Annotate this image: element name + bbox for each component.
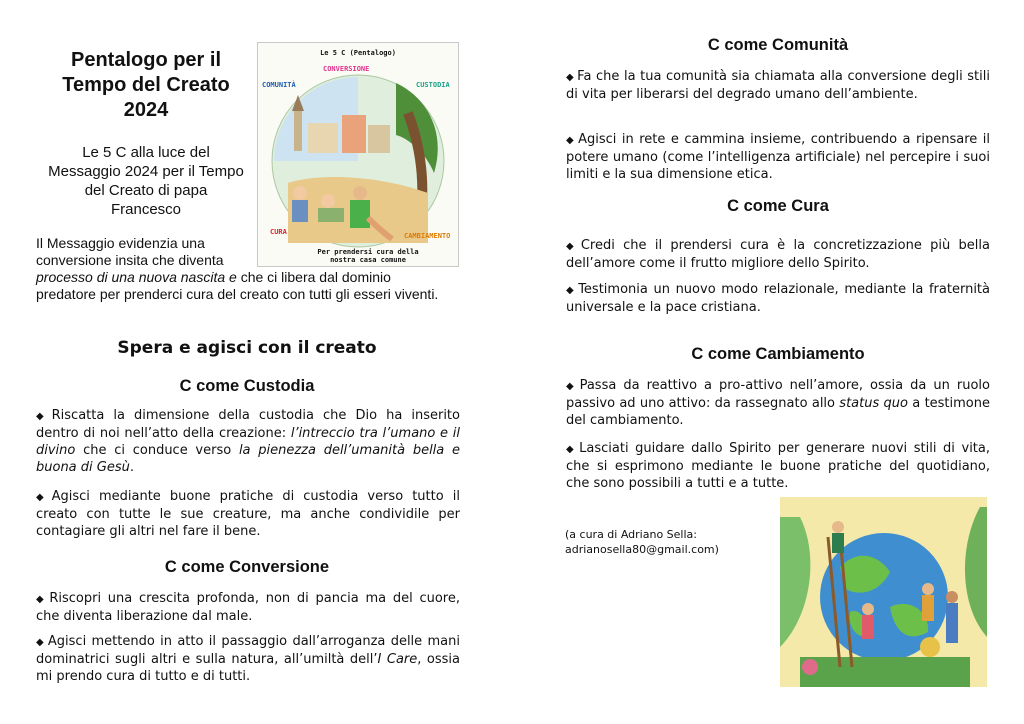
label-comunita: COMUNITÀ: [262, 81, 296, 89]
heading-cambiamento: C come Cambiamento: [691, 345, 865, 363]
bullet-icon: ◆: [566, 241, 578, 252]
label-cura: CURA: [270, 228, 287, 236]
heading-conversione: C come Conversione: [164, 558, 330, 576]
pentalogo-illustration: [257, 42, 459, 267]
cambiamento-paragraph-2: [566, 440, 990, 492]
text: Agisci mettendo in atto il passaggio dall’arroganza delle mani dominatrici sugli altri e sulla natura, all’umiltà dell’: [36, 634, 460, 667]
subtitle-line: del Creato di papa: [84, 182, 208, 199]
text: Lasciati guidare dallo Spirito per generare nuovi stili di vita, che si esprimono mediante le buone pratiche del quotidiano, che sono possibili a tutti e a tutte.: [566, 441, 990, 491]
bullet-icon: ◆: [36, 492, 49, 503]
earth-care-illustration: [780, 497, 987, 687]
text: .: [129, 460, 135, 475]
credit-email: adrianosella80@gmail.com): [565, 543, 719, 556]
subtitle-line: Messaggio 2024 per il Tempo: [48, 163, 244, 180]
footer-line: nostra casa comune: [330, 256, 406, 264]
custodia-paragraph-1: [36, 407, 460, 476]
intro-line: Il Messaggio evidenzia una: [36, 235, 205, 251]
heading-cura: C come Cura: [727, 197, 829, 215]
title-line: Pentalogo per il: [70, 49, 222, 71]
author-credit: [565, 527, 765, 557]
bullet-icon: ◆: [566, 135, 576, 146]
text: Riscopri una crescita profonda, non di pancia ma del cuore, che diventa liberazione dal male.: [36, 591, 460, 624]
text: Credi che il prendersi cura è la concretizzazione più bella dell’amore come il frutto migliore dello Spirito.: [566, 238, 990, 271]
heading-custodia: C come Custodia: [179, 377, 315, 395]
comunita-paragraph-1: [566, 68, 990, 103]
conversione-paragraph-1: [36, 590, 460, 625]
bullet-icon: ◆: [36, 594, 47, 605]
text: Testimonia un nuovo modo relazionale, mediante la fraternità universale e la pace cristiana.: [566, 282, 990, 315]
bullet-icon: ◆: [36, 411, 49, 422]
text: Fa che la tua comunità sia chiamata alla conversione degli stili di vita per liberarsi del degrado umano dell’ambiente.: [566, 69, 990, 102]
cura-paragraph-2: [566, 281, 990, 316]
label-custodia: CUSTODIA: [416, 81, 450, 89]
italic-text: l’intreccio tra l’umano e il divino: [36, 426, 460, 458]
intro-line: conversione insita che diventa: [36, 252, 224, 268]
text: che ci conduce verso: [75, 443, 239, 458]
main-heading: Spera e agisci con il creato: [117, 338, 377, 358]
intro-paragraph: [36, 235, 446, 303]
comunita-paragraph-2: [566, 131, 990, 183]
credit-line: (a cura di Adriano Sella:: [565, 528, 697, 541]
bullet-icon: ◆: [566, 72, 575, 83]
title-line: 2024: [123, 99, 169, 121]
title-line: Tempo del Creato: [62, 74, 230, 96]
subtitle-line: Le 5 C alla luce del: [82, 144, 210, 161]
text: a testimone del cambiamento.: [566, 396, 990, 428]
label-conversione: CONVERSIONE: [323, 65, 370, 73]
subtitle: [32, 143, 260, 219]
bullet-icon: ◆: [36, 637, 45, 648]
text: Riscatta la dimensione della custodia che Dio ha inserito dentro di noi nell’atto della creazione:: [36, 408, 460, 441]
cura-paragraph-1: [566, 237, 990, 272]
conversione-paragraph-2: [36, 633, 460, 685]
text: , ossia mi prendo cura di tutto e di tutti.: [36, 652, 461, 684]
footer-line: Per prendersi cura della: [317, 248, 419, 256]
intro-italic: processo di una nuova nascita e: [36, 269, 237, 285]
bullet-icon: ◆: [566, 381, 577, 392]
heading-comunita: C come Comunità: [707, 36, 849, 54]
illustration-header: Le 5 C (Pentalogo): [320, 49, 396, 57]
custodia-paragraph-2: [36, 488, 460, 540]
text: Agisci in rete e cammina insieme, contribuendo a ripensare il potere umano (come l’intelligenza artificiale) nel percepire i suoi limiti e la sua dimensione etica.: [566, 132, 990, 182]
earth-globe-drawing: [780, 497, 987, 687]
text: Agisci mediante buone pratiche di custodia verso tutto il creato con tutte le sue creature, ma anche condividile per contagiare gli altri nel fare il bene.: [36, 489, 460, 539]
page-title: [32, 48, 260, 123]
subtitle-line: Francesco: [110, 201, 182, 218]
label-cambiamento: CAMBIAMENTO: [404, 232, 451, 240]
italic-text: la pienezza dell’umanità bella e buona di Gesù: [36, 443, 460, 475]
bullet-icon: ◆: [566, 444, 577, 455]
italic-text: status quo: [839, 396, 908, 411]
italic-text: I Care: [377, 652, 418, 667]
bullet-icon: ◆: [566, 285, 576, 296]
intro-rest: che ci libera dal dominio predatore per prenderci cura del creato con tutti gli esseri viventi.: [36, 269, 439, 302]
cambiamento-paragraph-1: [566, 377, 990, 429]
text: Passa da reattivo a pro-attivo nell’amore, ossia da un ruolo passivo ad uno attivo: da rassegnato allo: [566, 378, 990, 411]
